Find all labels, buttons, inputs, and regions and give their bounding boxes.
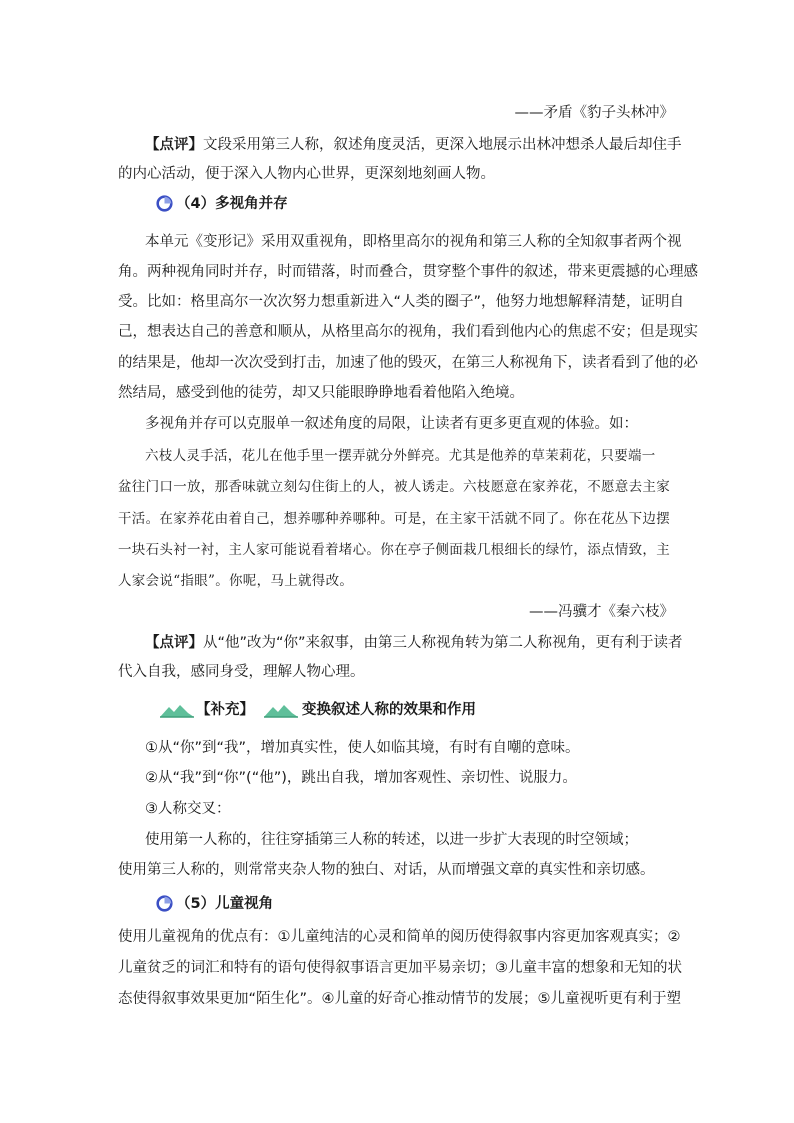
para-4-line-4: 己，想表达自己的善意和顺从，从格里高尔的视角，我们看到他内心的焦虑不安；但是现实 [118, 324, 698, 340]
comment-2-line-1 [145, 633, 683, 653]
cross-line-2: 使用第三人称的，则常常夹杂人物的独白、对话，从而增强文章的真实性和亲切感。 [118, 862, 655, 878]
section-4-title: （4）多视角并存 [176, 196, 288, 212]
para-4-line-1: 本单元《变形记》采用双重视角，即格里高尔的视角和第三人称的全知叙事者两个视 [145, 234, 682, 250]
pie-chart-icon [156, 895, 173, 912]
attribution-qin-liu-zhi: ——冯骥才《秦六枝》 [529, 604, 674, 620]
supplement-item-3: ③人称交叉： [145, 801, 231, 817]
attribution-lin-chong: ——矛盾《豹子头林冲》 [514, 105, 674, 121]
cross-line-1: 使用第一人称的，往往穿插第三人称的转述，以进一步扩大表现的时空领域； [145, 832, 638, 848]
quote-line-1: 六枝人灵手活，花儿在他手里一摆弄就分外鲜亮。尤其是他养的草茉莉花，只要端一 [145, 448, 656, 464]
para-4-line-5: 的结果是，他却一次次受到打击，加速了他的毁灭，在第三人称视角下，读者看到了他的必 [118, 355, 698, 371]
supplement-label: 【补充】 [196, 702, 254, 718]
quote-line-2: 盆往门口一放，那香味就立刻勾住街上的人，被人诱走。六枝愿意在家养花，不愿意去主家 [118, 479, 670, 495]
para-5-line-2: 儿童贫乏的词汇和特有的语句使得叙事语言更加平易亲切；③儿童丰富的想象和无知的状 [118, 960, 682, 976]
para-4-line-2: 角。两种视角同时并存，时而错落，时而叠合，贯穿整个事件的叙述，带来更震撼的心理感 [118, 264, 698, 280]
supplement-title: 变换叙述人称的效果和作用 [302, 702, 476, 718]
comment-1-line-1 [145, 135, 682, 155]
mountain-icon [160, 702, 194, 718]
pie-chart-icon [156, 195, 173, 212]
para-5-line-3: 态使得叙事效果更加“陌生化”。④儿童的好奇心推动情节的发展；⑤儿童视听更有利于塑 [118, 991, 682, 1007]
para-5-line-1: 使用儿童视角的优点有：①儿童纯洁的心灵和简单的阅历使得叙事内容更加客观真实；② [118, 929, 681, 945]
para-4-line-3: 受。比如：格里高尔一次次努力想重新进入“人类的圈子”，他努力地想解释清楚，证明自 [118, 294, 685, 310]
comment-text: 从“他”改为“你”来叙事，由第三人称视角转为第二人称视角，更有利于读者 [203, 635, 683, 651]
comment-label: 【点评】 [145, 635, 203, 651]
quote-line-3: 干活。在家养花由着自己，想养哪种养哪种。可是，在主家干活就不同了。你在花丛下边摆 [118, 511, 670, 527]
supplement-item-2: ②从“我”到“你”(“他”)，跳出自我，增加客观性、亲切性、说服力。 [145, 770, 577, 786]
supplement-item-1: ①从“你”到“我”，增加真实性，使人如临其境，有时有自嘲的意味。 [145, 740, 580, 756]
mountain-icon [264, 702, 298, 718]
section-5-title: （5）儿童视角 [176, 896, 274, 912]
para-multi-view: 多视角并存可以克服单一叙述角度的局限，让读者有更多更直观的体验。如： [145, 416, 638, 432]
comment-2-line-2: 代入自我，感同身受，理解人物心理。 [118, 664, 365, 680]
comment-1-line-2: 的内心活动，便于深入人物内心世界，更深刻地刻画人物。 [118, 166, 495, 182]
comment-text: 文段采用第三人称，叙述角度灵活，更深入地展示出林冲想杀人最后却住手 [203, 137, 682, 153]
quote-line-4: 一块石头衬一衬，主人家可能说看着堵心。你在亭子侧面栽几根细长的绿竹，添点情致，主 [118, 542, 670, 558]
para-4-line-6: 然结局，感受到他的徒劳，却又只能眼睁睁地看着他陷入绝境。 [118, 385, 524, 401]
quote-line-5: 人家会说“指眼”。你呢，马上就得改。 [118, 573, 354, 589]
comment-label: 【点评】 [145, 137, 203, 153]
